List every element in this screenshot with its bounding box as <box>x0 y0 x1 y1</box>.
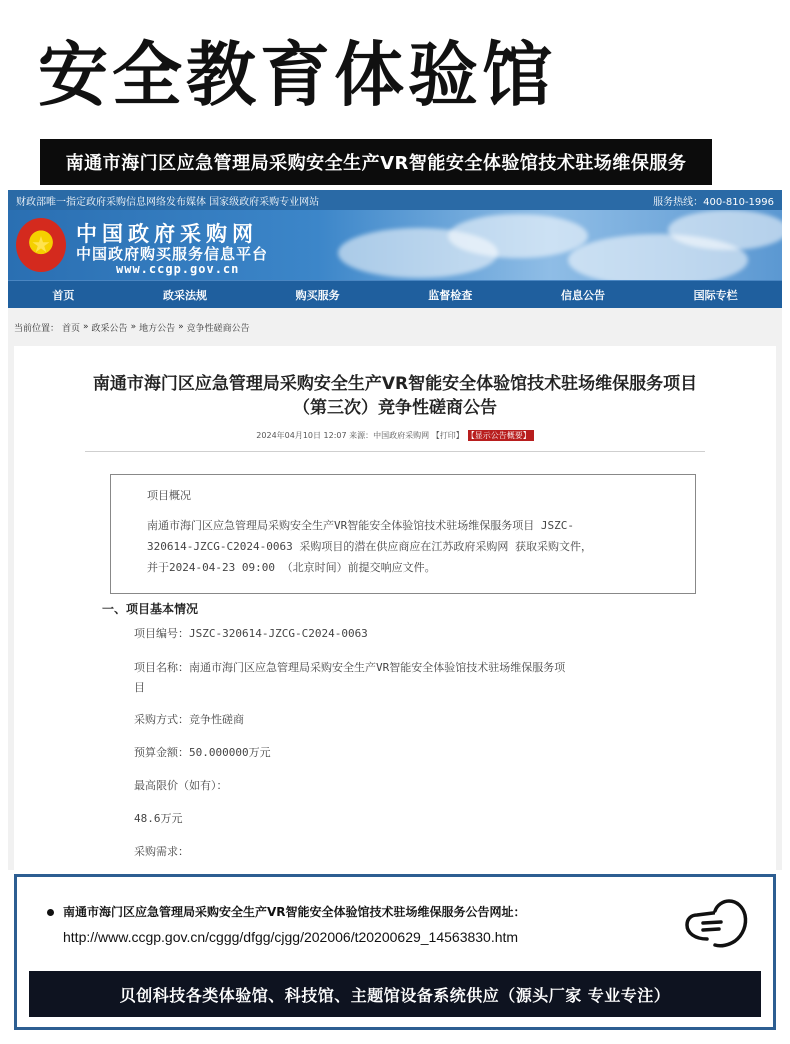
article-title-line1: 南通市海门区应急管理局采购安全生产VR智能安全体验馆技术驻场维保服务项目 <box>92 374 698 394</box>
nav-item-regulations[interactable]: 政采法规 <box>162 288 207 302</box>
project-name <box>134 658 704 698</box>
project-summary-box <box>110 474 696 594</box>
nav-item-supervision[interactable]: 监督检查 <box>428 288 473 302</box>
site-brand-subtitle: 中国政府购买服务信息平台 <box>76 245 269 263</box>
hero-title: 安全教育体验馆 <box>38 34 556 116</box>
project-name-line1: 项目名称：南通市海门区应急管理局采购安全生产VR智能安全体验馆技术驻场维保服务项 <box>134 661 566 674</box>
budget-amount: 预算金额：50.000000万元 <box>134 746 271 759</box>
project-name-line2: 目 <box>134 681 145 694</box>
summary-line: 320614-JZCG-C2024-0063 采购项目的潜在供应商应在江苏政府采购网 获取采购文件， <box>147 540 592 553</box>
section-heading: 一、项目基本情况 <box>102 602 199 616</box>
site-brand-url: www.ccgp.gov.cn <box>116 262 240 276</box>
topbar-tagline: 财政部唯一指定政府采购信息网络发布媒体 国家级政府采购专业网站 <box>16 196 320 208</box>
breadcrumb-home[interactable]: 首页 <box>62 323 81 334</box>
supplier-banner: 贝创科技各类体验馆、科技馆、主题馆设备系统供应（源头厂家 专业专注） <box>29 971 761 1017</box>
hero-subtitle: 南通市海门区应急管理局采购安全生产VR智能安全体验馆技术驻场维保服务 <box>40 139 712 185</box>
nav-item-announcements[interactable]: 信息公告 <box>560 288 605 302</box>
summary-line: 并于2024-04-23 09:00 （北京时间）前提交响应文件。 <box>147 561 436 574</box>
procurement-method: 采购方式：竞争性磋商 <box>134 713 244 726</box>
project-number: 项目编号：JSZC-320614-JZCG-C2024-0063 <box>134 627 368 640</box>
procurement-demand: 采购需求： <box>134 845 189 858</box>
bullet-icon <box>47 909 54 916</box>
url-label: 南通市海门区应急管理局采购安全生产VR智能安全体验馆技术驻场维保服务公告网址： <box>63 905 526 919</box>
nav-item-home[interactable]: 首页 <box>52 288 75 302</box>
max-price-label: 最高限价（如有）： <box>134 779 228 792</box>
breadcrumb-local[interactable]: 地方公告 <box>139 323 176 334</box>
nav-item-international[interactable]: 国际专栏 <box>693 288 738 302</box>
article-title <box>14 372 776 420</box>
article-title-line2: （第三次）竞争性磋商公告 <box>293 398 497 418</box>
breadcrumb <box>8 314 782 340</box>
show-summary-button[interactable]: 【显示公告概要】 <box>468 430 534 441</box>
site-nav <box>8 280 782 308</box>
site-brand-name[interactable]: 中国政府采购网 <box>76 221 258 246</box>
breadcrumb-separator: » <box>178 322 184 332</box>
announcement-url-box <box>14 874 776 1030</box>
article-divider <box>85 451 705 452</box>
site-banner <box>8 210 782 280</box>
national-emblem-icon: ★ <box>16 218 66 272</box>
breadcrumb-procurement[interactable]: 政采公告 <box>91 323 128 334</box>
breadcrumb-separator: » <box>130 322 137 332</box>
website-screenshot <box>8 190 782 870</box>
summary-heading: 项目概况 <box>147 489 191 502</box>
article-meta-text: 2024年04月10日 12:07 来源：中国政府采购网 【打印】 <box>256 431 464 440</box>
nav-item-services[interactable]: 购买服务 <box>295 288 340 302</box>
max-price-value: 48.6万元 <box>134 812 183 825</box>
pointing-hand-icon <box>677 889 753 953</box>
breadcrumb-label: 当前位置： <box>14 323 60 334</box>
service-hotline: 服务热线：400-810-1996 <box>653 196 774 208</box>
summary-line: 南通市海门区应急管理局采购安全生产VR智能安全体验馆技术驻场维保服务项目 JSZC- <box>147 519 574 532</box>
breadcrumb-separator: » <box>83 322 89 332</box>
site-topbar <box>8 190 782 210</box>
announcement-article <box>14 346 776 870</box>
article-meta <box>14 430 776 441</box>
breadcrumb-current[interactable]: 竞争性磋商公告 <box>186 323 250 334</box>
announcement-url-link[interactable]: http://www.ccgp.gov.cn/cggg/dfgg/cjgg/202006/t20200629_14563830.htm <box>63 929 519 945</box>
